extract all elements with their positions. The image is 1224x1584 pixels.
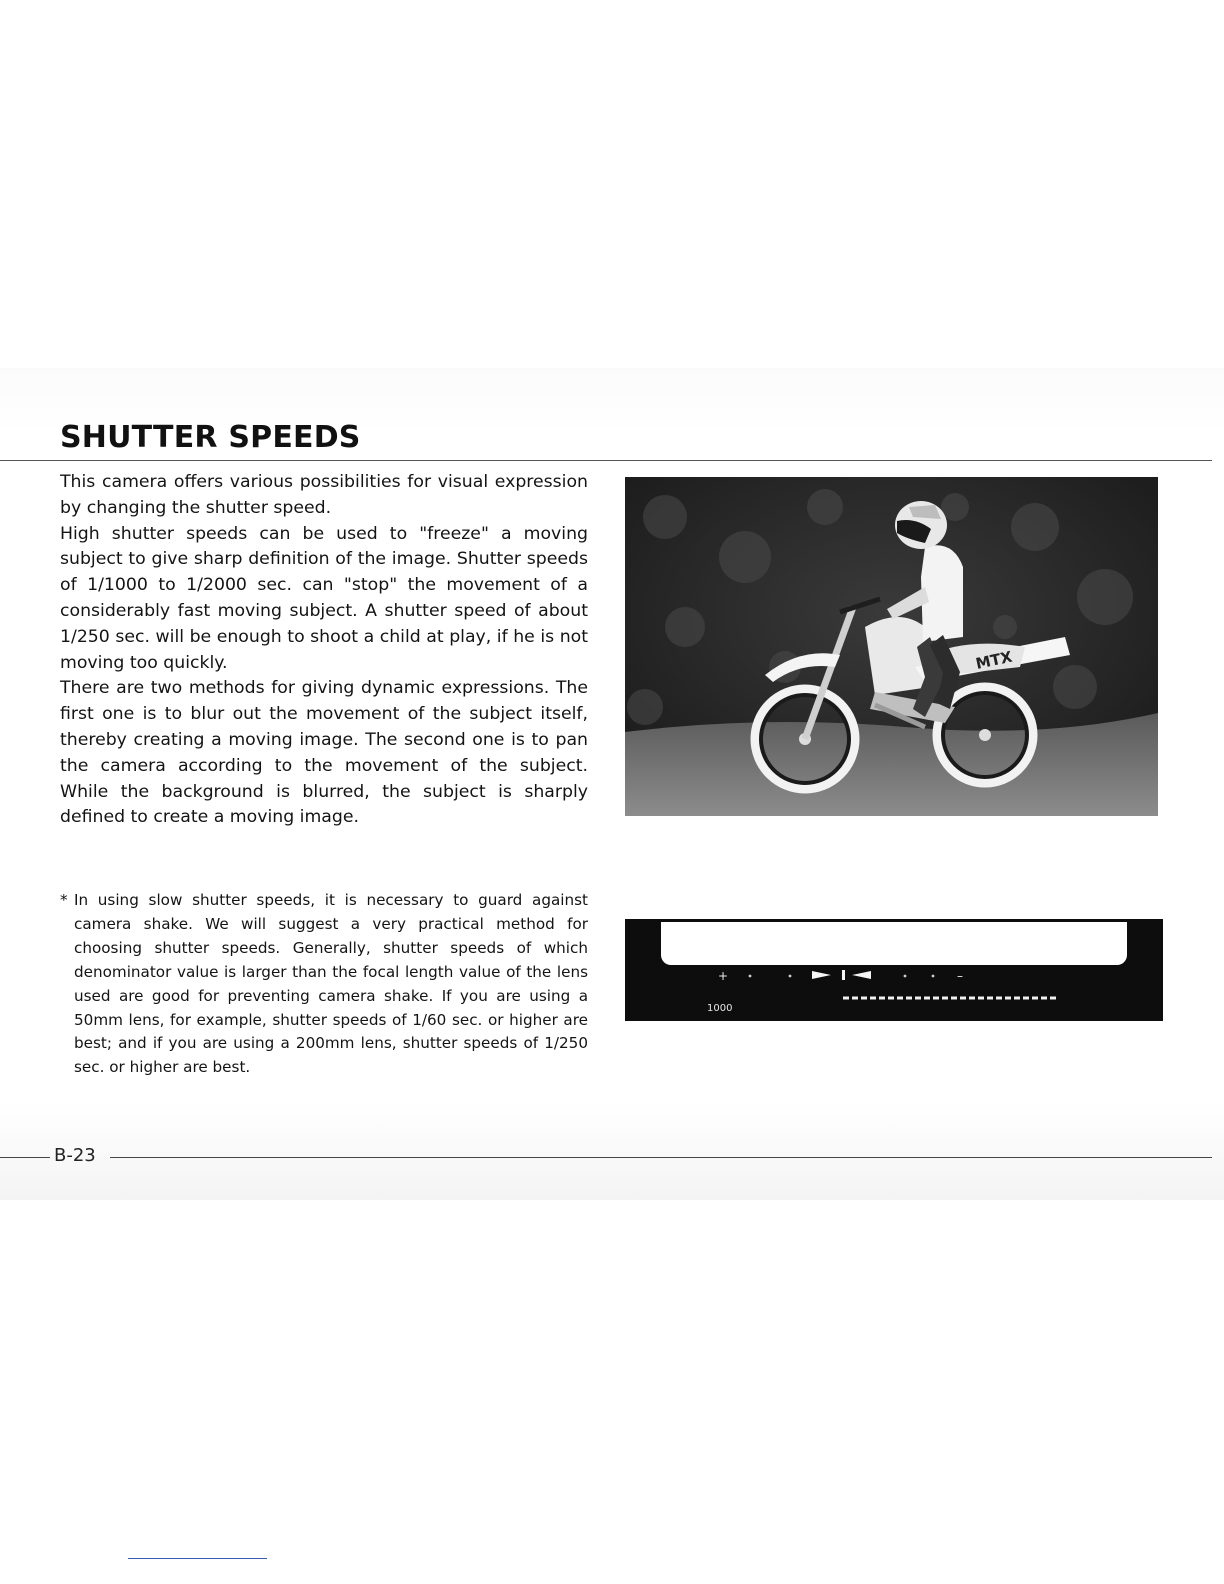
note-marker: * <box>60 891 68 909</box>
scale-dot <box>789 975 792 978</box>
motorcycle-photo-drawing <box>625 477 1158 816</box>
scale-dot <box>932 975 935 978</box>
plus-sign: + <box>718 969 729 983</box>
camera-shake-note <box>60 889 588 1080</box>
paragraph-high-speeds: High shutter speeds can be used to "freeze" a moving subject to give sharp definition of the image. Shutter speeds of 1/1000 to 1/2000 sec. can "stop" the movement of a considerably fast moving subject. A shutter speed of about 1/250 sec. will be enough to shoot a child at play, if he is not moving too quickly. <box>60 523 588 673</box>
viewfinder-indicators <box>625 919 1163 1021</box>
paragraph-intro: This camera offers various possibilities for visual expression by changing the shutter speed. <box>60 472 588 518</box>
shutter-speed-readout: 1000 <box>707 1003 733 1014</box>
footer-rule-right <box>110 1157 1212 1158</box>
scale-dot <box>904 975 907 978</box>
note-text: In using slow shutter speeds, it is necessary to guard against camera shake. We will suggest a very practical method for choosing shutter speeds. Generally, shutter speeds of which denominator value is larger than the focal length value of the lens used are good for preventing camera shake. If you are using a 50mm lens, for example, shutter speeds of 1/60 sec. or higher are best; and if you are using a 200mm lens, shutter speeds of 1/250 sec. or higher are best. <box>74 891 588 1077</box>
bike-badge: MTX <box>974 647 1014 673</box>
underline-mark <box>128 1558 267 1559</box>
motorcycle-photo <box>625 477 1158 816</box>
body-text <box>60 470 588 831</box>
page-number: B-23 <box>54 1145 96 1166</box>
page-title: SHUTTER SPEEDS <box>60 420 361 455</box>
footer-rule-left <box>0 1157 50 1158</box>
paragraph-dynamic-expression: There are two methods for giving dynamic expressions. The first one is to blur out the movement of the subject itself, thereby creating a moving image. The second one is to pan the camera according to the movement of the subject. While the background is blurred, the subject is sharply defined to create a moving image. <box>60 678 588 828</box>
viewfinder-display <box>625 919 1163 1021</box>
correct-exposure-bar-icon <box>842 970 845 980</box>
over-exposure-arrow-icon <box>812 971 831 979</box>
under-exposure-arrow-icon <box>852 971 871 979</box>
title-rule <box>0 460 1212 461</box>
scale-dot <box>749 975 752 978</box>
dirt-ground <box>625 713 1158 816</box>
minus-sign: – <box>957 969 963 983</box>
